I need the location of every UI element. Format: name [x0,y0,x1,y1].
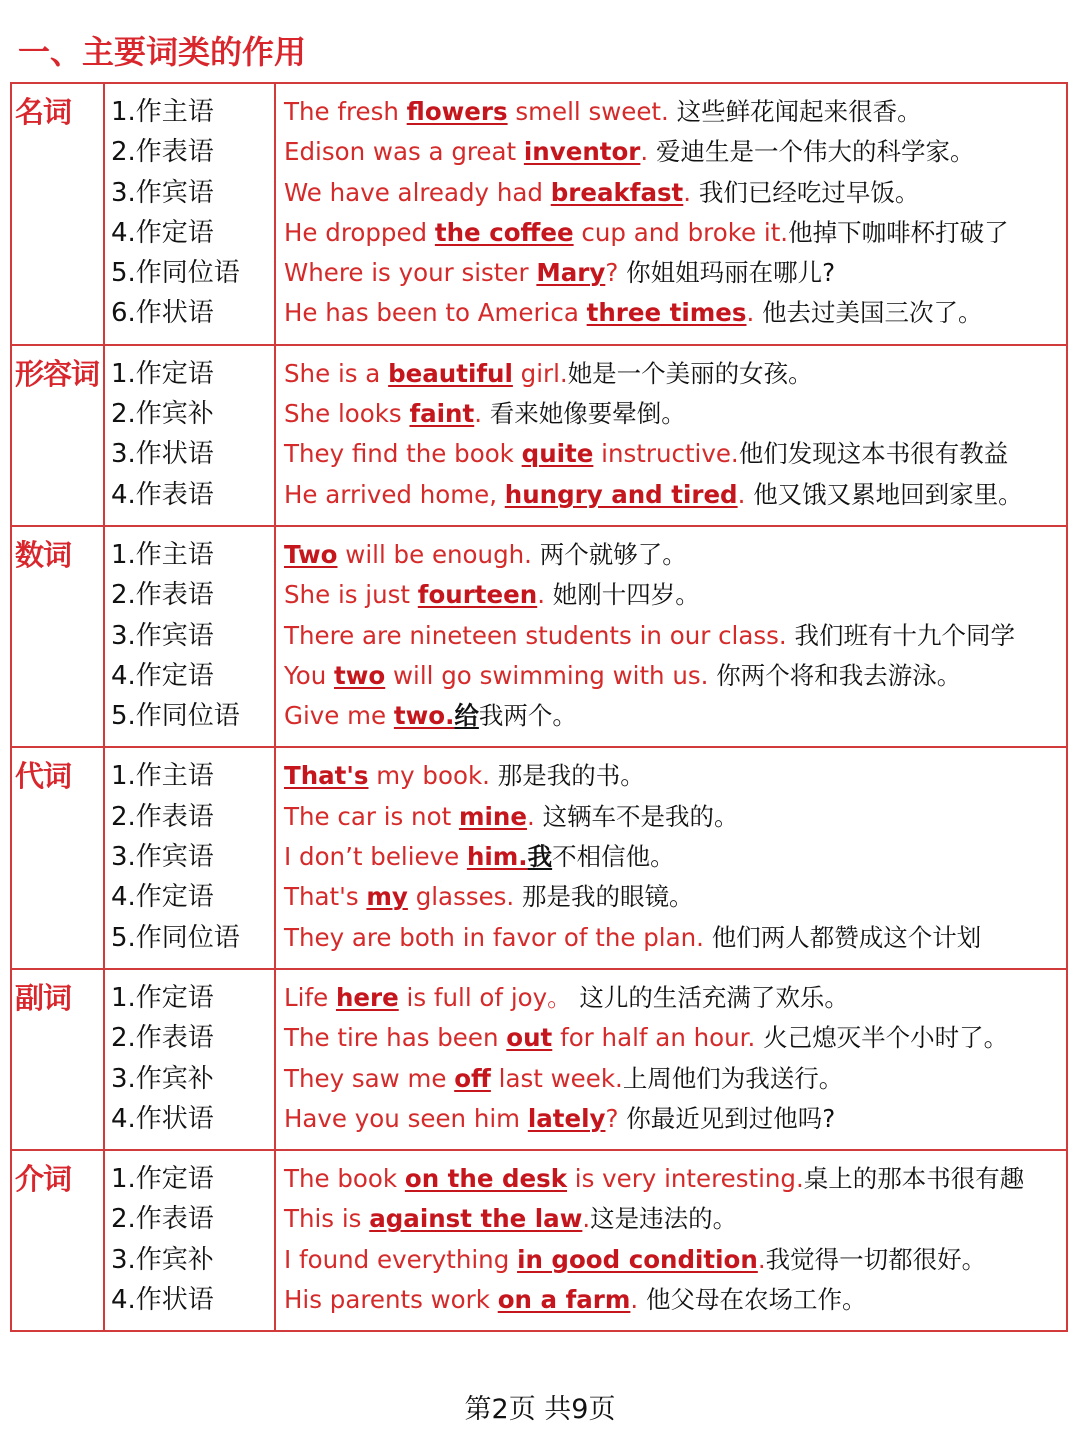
keyword-highlight: here [335,982,399,1012]
english-text: glasses. [407,882,523,912]
example-sentence [276,394,1066,434]
section-row-adverb [11,969,1067,1150]
page-footer: 第2页 共9页 [464,1394,616,1425]
function-item: 5.作同位语 [111,258,240,289]
function-item: 1.作定语 [111,1164,214,1195]
examples-cell [275,747,1067,968]
example-sentence [276,756,1066,796]
chinese-translation: 这儿的生活充满了欢乐。 [579,982,849,1012]
english-text: He has been to America [284,298,587,328]
english-text: There are nineteen students in our class. [284,620,795,650]
keyword-highlight: on a farm [497,1285,631,1315]
function-list [105,84,274,344]
chinese-translation: 桌上的那本书很有趣 [803,1164,1025,1194]
keyword-highlight: my [366,882,408,912]
function-item: 1.作主语 [111,761,214,792]
page-heading: 一、主要词类的作用 [18,33,307,71]
example-list [276,346,1066,525]
part-of-speech-label: 名词 [15,95,72,129]
english-text: . [683,177,699,207]
chinese-translation: 这辆车不是我的。 [542,801,739,831]
keyword-highlight: two. [393,701,455,731]
pos-cell [11,83,104,345]
function-item: 1.作定语 [111,982,214,1013]
english-text: He arrived home, [284,479,505,509]
chinese-translation: 他父母在农场工作。 [645,1285,867,1315]
function-item: 3.作宾补 [111,1063,214,1094]
chinese-translation: 你两个将和我去游泳。 [716,660,962,690]
chinese-translation: 他去过美国三次了。 [762,298,983,328]
section-row-pronoun [11,747,1067,968]
example-sentence [276,575,1066,615]
functions-cell [104,526,275,747]
function-item: 4.作状语 [111,1103,214,1134]
function-item: 1.作主语 [111,97,214,127]
pos-cell [11,1150,104,1331]
functions-cell [104,1150,275,1331]
pos-cell [11,526,104,747]
english-text: I found everything [284,1244,518,1274]
chinese-translation: 那是我的书。 [497,761,645,791]
function-item: 3.作宾语 [111,177,214,208]
example-sentence [276,1159,1066,1199]
keyword-highlight: out [506,1023,553,1053]
part-of-speech-label: 代词 [15,759,72,794]
keyword-highlight: Two [284,539,338,569]
english-text: . [640,137,656,167]
part-of-speech-label: 形容词 [15,356,100,391]
english-text: will go swimming with us. [385,660,717,690]
english-text: She is a [284,358,389,388]
keyword-highlight: hungry and tired [504,479,738,509]
english-text: The fresh [284,97,407,126]
function-list [105,970,274,1149]
keyword-highlight: That's [284,761,369,791]
example-list [276,748,1066,967]
english-text: cup and broke it. [573,217,789,247]
english-text: . [526,801,543,831]
english-text: Give me [284,701,394,731]
english-text: is full of joy。 [398,982,580,1012]
chinese-translation: 火己熄灭半个小时了。 [763,1023,1009,1053]
pos-cell [11,345,104,526]
example-sentence [276,616,1066,656]
english-text: His parents work [284,1285,498,1315]
keyword-highlight: the coffee [434,217,574,247]
chinese-translation: 她是一个美丽的女孩。 [567,358,813,388]
keyword-highlight: him. [466,842,528,872]
function-item: 4.作定语 [111,882,214,913]
function-item: 2.作宾补 [111,399,214,430]
function-item: 3.作状语 [111,439,214,470]
example-sentence [276,918,1066,958]
english-text: . [757,1244,766,1274]
example-list [276,84,1066,344]
english-text: He dropped [284,217,435,247]
english-text: ? [605,258,627,288]
function-item: 3.作宾补 [111,1244,214,1275]
english-text: The tire has been [284,1023,507,1053]
example-sentence [276,837,1066,877]
function-list [105,748,274,967]
section-row-preposition [11,1150,1067,1331]
english-text: She is just [284,580,418,610]
function-item: 1.作主语 [111,539,214,570]
function-item: 4.作定语 [111,660,214,691]
part-of-speech-label: 副词 [15,980,72,1015]
english-text: instructive. [593,439,739,469]
keyword-highlight: in good condition [517,1244,758,1274]
section-row-adjective [11,345,1067,526]
functions-cell [104,345,275,526]
example-sentence [276,978,1066,1018]
chinese-translation: 爱迪生是一个伟大的科学家。 [655,137,975,167]
examples-cell [275,969,1067,1150]
functions-cell [104,969,275,1150]
english-text: Where is your sister [284,258,537,288]
chinese-translation: 这是违法的。 [590,1204,738,1234]
keyword-highlight: 我 [527,842,553,872]
keyword-highlight: off [454,1063,491,1093]
part-of-speech-label: 介词 [15,1162,72,1197]
english-text: She looks [284,399,410,429]
chinese-translation: 我觉得一切都很好。 [765,1244,987,1274]
chinese-translation: 他们两人都赞成这个计划 [711,922,982,952]
keyword-highlight: fourteen [417,580,538,610]
function-item: 5.作同位语 [111,922,240,953]
keyword-highlight: against the law [369,1204,583,1234]
example-sentence [276,132,1066,172]
keyword-highlight: flowers [406,97,508,126]
english-text: . [630,1285,646,1315]
chinese-translation: 那是我的眼镜。 [522,882,694,912]
english-text: is very interesting. [567,1164,804,1194]
chinese-translation: 看来她像要晕倒。 [489,399,686,429]
grammar-table [10,82,1068,1332]
english-text: The book [284,1164,405,1194]
example-sentence [276,1018,1066,1058]
example-sentence [276,535,1066,575]
function-item: 2.作表语 [111,580,214,611]
english-text: We have already had [284,177,551,207]
chinese-translation: 这些鲜花闻起来很香。 [676,97,922,126]
keyword-highlight: mine [458,801,527,831]
example-list [276,527,1066,746]
chinese-translation: 我两个。 [478,701,577,731]
english-text: . [537,580,553,610]
keyword-highlight: two [334,660,386,690]
function-item: 2.作表语 [111,1204,214,1235]
example-sentence [276,1240,1066,1280]
english-text: for half an hour. [552,1023,764,1053]
function-item: 4.作表语 [111,479,214,510]
english-text: You [284,660,335,690]
function-item: 2.作表语 [111,1023,214,1054]
pos-cell [11,969,104,1150]
function-list [105,346,274,525]
function-item: 2.作表语 [111,801,214,832]
english-text: smell sweet. [507,97,677,126]
chinese-translation: 她刚十四岁。 [552,580,700,610]
keyword-highlight: faint [409,399,475,429]
chinese-translation: 我们已经吃过早饭。 [698,177,920,207]
keyword-highlight: Mary [536,258,606,288]
function-item: 6.作状语 [111,298,214,329]
pos-cell [11,747,104,968]
example-sentence [276,1099,1066,1139]
example-sentence [276,1199,1066,1239]
chinese-translation: 我们班有十九个同学 [794,620,1015,650]
example-sentence [276,696,1066,736]
part-of-speech-label: 数词 [15,537,72,572]
example-sentence [276,213,1066,253]
function-item: 2.作表语 [111,137,214,168]
english-text: I don’t believe [284,842,467,872]
english-text: my book. [368,761,498,791]
english-text: Edison was a great [284,137,524,167]
english-text: Have you seen him [284,1103,528,1133]
chinese-translation: 上周他们为我送行。 [622,1063,844,1093]
english-text: will be enough. [337,539,540,569]
example-list [276,1151,1066,1330]
example-sentence [276,656,1066,696]
examples-cell [275,1150,1067,1331]
english-text: . [582,1204,591,1234]
example-sentence [276,293,1066,333]
example-sentence [276,253,1066,293]
english-text: They find the book [284,439,522,469]
function-item: 3.作宾语 [111,842,214,873]
function-item: 3.作宾语 [111,620,214,651]
function-item: 4.作状语 [111,1285,214,1316]
example-sentence [276,797,1066,837]
example-sentence [276,354,1066,394]
function-list [105,1151,274,1330]
english-text: last week. [490,1063,623,1093]
chinese-translation: 他们发现这本书很有教益 [738,439,1009,469]
chinese-translation: 他又饿又累地回到家里。 [753,479,1023,509]
table-body [11,83,1067,1331]
example-sentence [276,173,1066,213]
english-text: girl. [512,358,568,388]
keyword-highlight: breakfast [550,177,684,207]
functions-cell [104,747,275,968]
example-sentence [276,92,1066,132]
english-text: Life [284,982,336,1012]
chinese-translation: 两个就够了。 [539,539,687,569]
english-text: . [474,399,490,429]
english-text: They are both in favor of the plan. [284,922,712,952]
chinese-translation: 他掉下咖啡杯打破了 [788,217,1009,247]
function-list [105,527,274,746]
english-text: This is [284,1204,370,1234]
example-sentence [276,434,1066,474]
keyword-highlight: quite [521,439,594,469]
examples-cell [275,345,1067,526]
english-text: . [746,298,763,328]
chinese-translation: 你姐姐玛丽在哪儿? [626,258,836,288]
example-list [276,970,1066,1149]
keyword-highlight: three times [586,298,747,328]
example-sentence [276,877,1066,917]
function-item: 4.作定语 [111,217,214,248]
english-text: They saw me [284,1063,455,1093]
keyword-highlight: 给 [454,701,479,731]
keyword-highlight: on the desk [404,1164,568,1194]
english-text: . [737,479,754,509]
english-text: ? [605,1103,627,1133]
examples-cell [275,83,1067,345]
section-row-numeral [11,526,1067,747]
examples-cell [275,526,1067,747]
keyword-highlight: lately [527,1103,606,1133]
keyword-highlight: inventor [523,137,641,167]
function-item: 5.作同位语 [111,701,240,732]
function-item: 1.作定语 [111,358,214,389]
example-sentence [276,1280,1066,1320]
english-text: That's [284,882,367,912]
keyword-highlight: beautiful [388,358,513,388]
english-text: The car is not [284,801,459,831]
example-sentence [276,1059,1066,1099]
example-sentence [276,475,1066,515]
chinese-translation: 你最近见到过他吗? [626,1103,836,1133]
functions-cell [104,83,275,345]
chinese-translation: 不相信他。 [552,842,675,872]
section-row-noun [11,83,1067,345]
